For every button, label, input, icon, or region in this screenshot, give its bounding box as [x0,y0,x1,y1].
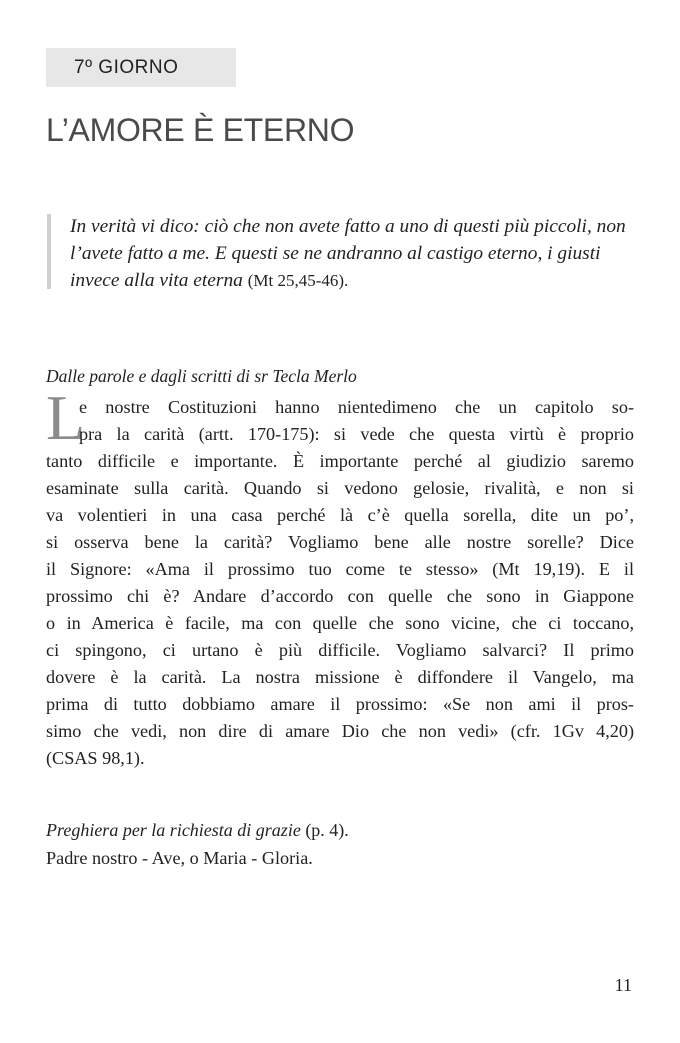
body-line: dovere è la carità. La nostra missione è diffondere il Vangelo, ma [46,667,634,687]
body-line: si osserva bene la carità? Vogliamo bene alle nostre sorelle? Dice [46,532,634,552]
quote-reference: (Mt 25,45-46). [247,271,349,290]
prayers-line: Padre nostro - Ave, o Maria - Gloria. [46,848,313,868]
day-label: 7º GIORNO [46,48,236,87]
body-line: ci spingono, ci urtano è più difficile. Vogliamo salvarci? Il primo [46,640,634,660]
prayer-note [46,820,349,841]
body-line: simo che vedi, non dire di amare Dio che non vedi» (cfr. 1Gv 4,20) [46,721,634,741]
body-line: esaminate sulla carità. Quando si vedono gelosie, rivalità, e non si [46,478,634,498]
body-text [46,382,634,772]
page-number: 11 [614,975,632,995]
quote-text: In verità vi dico: ciò che non avete fatto a uno di questi più piccoli, non l’avete fatto a me. E questi se ne andranno al castigo eterno, i giusti invece alla vita eterna [70,216,626,291]
body-line: (CSAS 98,1). [46,748,145,768]
body-line: e nostre Costituzioni hanno nientedimeno che un capitolo so- [79,397,634,417]
prayer-note-page-ref: (p. 4). [305,820,349,840]
body-line: o in America è facile, ma con quelle che sono vicine, che ci toccano, [46,613,634,633]
body-line: il Signore: «Ama il prossimo tuo come te stesso» (Mt 19,19). E il [46,559,634,579]
body-line: prossimo chi è? Andare d’accordo con quelle che sono in Giappone [46,586,634,606]
drop-cap: L [46,382,86,453]
prayer-note-title: Preghiera per la richiesta di grazie [46,820,301,840]
body-line: prima di tutto dobbiamo amare il prossimo: «Se non ami il pros- [46,694,634,714]
body-line: pra la carità (artt. 170-175): si vede che questa virtù è proprio [79,424,634,444]
quote-bar [47,214,51,289]
source-heading: Dalle parole e dagli scritti di sr Tecla Merlo [46,366,357,386]
chapter-title: L’AMORE È ETERNO [46,112,355,148]
body-line: tanto difficile e importante. È importante perché al giudizio saremo [46,451,634,471]
body-line: va volentieri in una casa perché là c’è quella sorella, dite un po’, [46,505,634,525]
scripture-quote [70,213,630,294]
